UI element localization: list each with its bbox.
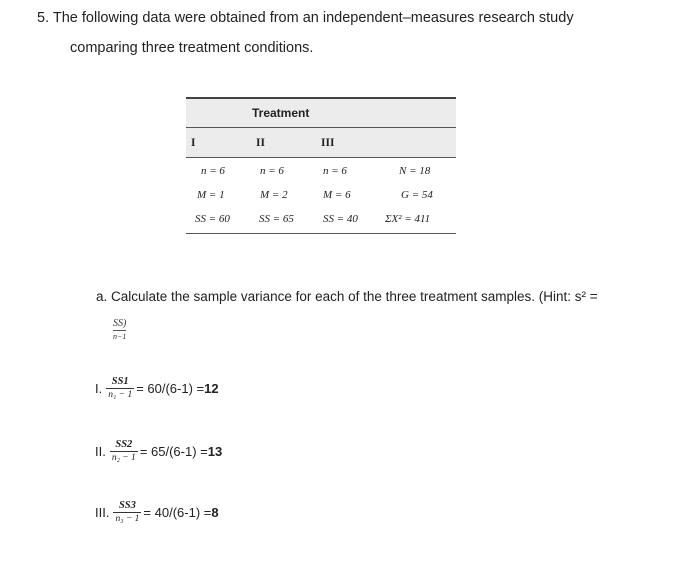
answer-expression: = 60/(6-1) = bbox=[136, 380, 205, 396]
treatment-II-label: II bbox=[256, 137, 265, 149]
answer-label: II. bbox=[95, 443, 106, 459]
question-line-1: 5. The following data were obtained from an independent–measures research study bbox=[37, 10, 574, 26]
table-cell: M = 6 bbox=[323, 189, 351, 201]
answer-result: 13 bbox=[207, 443, 223, 459]
fraction-numerator: SS1 bbox=[111, 376, 129, 387]
table-cell: SS = 65 bbox=[259, 213, 294, 225]
table-cell: G = 54 bbox=[401, 189, 433, 201]
answer-result: 8 bbox=[211, 504, 219, 520]
fraction-bar bbox=[113, 330, 126, 331]
table-mid-rule bbox=[186, 127, 456, 128]
table-title: Treatment bbox=[252, 106, 310, 120]
answer-label: I. bbox=[95, 380, 103, 396]
hint-denominator: n−1 bbox=[113, 332, 127, 341]
answer-label: III. bbox=[95, 504, 110, 520]
question-line-2: comparing three treatment conditions. bbox=[70, 40, 314, 56]
hint-numerator: SS) bbox=[113, 318, 127, 329]
table-cell: M = 2 bbox=[260, 189, 288, 201]
table-cell: SS = 60 bbox=[195, 213, 230, 225]
table-cell: n = 6 bbox=[201, 165, 225, 177]
answer-fraction bbox=[113, 500, 141, 524]
fraction-denominator: n₂ − 1 bbox=[111, 453, 136, 463]
answer-III bbox=[95, 500, 219, 524]
table-cell: M = 1 bbox=[197, 189, 225, 201]
table-cell: n = 6 bbox=[260, 165, 284, 177]
table-cell: N = 18 bbox=[399, 165, 431, 177]
treatment-III-label: III bbox=[321, 137, 335, 149]
fraction-denominator: n₁ − 1 bbox=[108, 390, 133, 400]
hint-fraction bbox=[113, 318, 126, 341]
fraction-numerator: SS2 bbox=[115, 439, 133, 450]
table-cell: n = 6 bbox=[323, 165, 347, 177]
fraction-numerator: SS3 bbox=[118, 500, 136, 511]
answer-expression: = 65/(6-1) = bbox=[139, 443, 208, 459]
table-top-rule bbox=[186, 97, 456, 99]
answer-fraction bbox=[110, 439, 138, 463]
fraction-bar bbox=[113, 512, 141, 513]
answer-result: 12 bbox=[204, 380, 219, 396]
fraction-denominator: n₃ − 1 bbox=[115, 514, 140, 524]
answer-I bbox=[95, 376, 219, 400]
table-bottom-rule bbox=[186, 233, 456, 234]
answer-fraction bbox=[106, 376, 134, 400]
fraction-bar bbox=[106, 388, 134, 389]
table-cell: SS = 40 bbox=[323, 213, 358, 225]
part-a-text: a. Calculate the sample variance for each of the three treatment samples. (Hint: s² = bbox=[96, 289, 598, 304]
answer-II bbox=[95, 439, 222, 463]
fraction-bar bbox=[110, 451, 138, 452]
data-table bbox=[186, 97, 456, 234]
treatment-I-label: I bbox=[191, 137, 196, 149]
table-header-rule bbox=[186, 157, 456, 158]
table-cell: ΣX² = 411 bbox=[385, 213, 431, 225]
answer-expression: = 40/(6-1) = bbox=[143, 504, 212, 520]
